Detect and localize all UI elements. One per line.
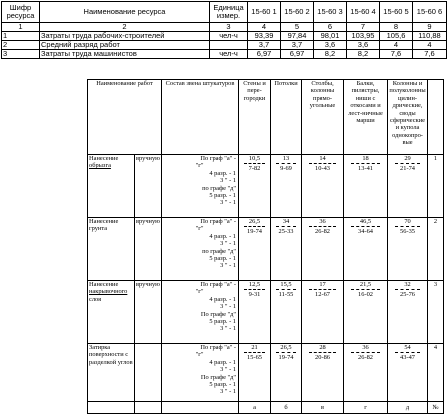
crew-line: 3 " - 1: [220, 240, 237, 248]
col-number: 5: [281, 23, 314, 32]
work-name-text: Нанесение: [89, 155, 119, 162]
work-name-underlined: накрывочного: [89, 288, 128, 296]
norm-price: 11-55: [278, 291, 294, 299]
norm-cell: [344, 218, 388, 281]
norm-price: 12-67: [315, 291, 330, 299]
norm-price: 26-82: [358, 354, 373, 362]
crew-line: 5 разр. - 1: [209, 255, 237, 263]
crew-line: по графе "д": [202, 247, 237, 255]
header-col-4: 15-60 4: [347, 2, 380, 23]
norm-table-footer: [88, 402, 444, 414]
norm-cell: [388, 218, 428, 281]
resource-name: Средний разряд работ: [40, 41, 210, 50]
crew-line: 4 разр. - 1: [209, 232, 237, 240]
resource-value: 4: [413, 41, 447, 50]
header-composition: Состав звена штукатуров: [162, 80, 239, 155]
norm-time: 14: [319, 155, 326, 162]
table-row: [88, 281, 444, 344]
crew-line: 5 разр. - 1: [209, 318, 237, 326]
norm-time: 15,5: [280, 281, 292, 288]
norm-time: 34: [282, 218, 290, 225]
resource-table: [1, 1, 447, 59]
crew-line: 3 " - 1: [220, 262, 237, 270]
norm-cell: [388, 155, 428, 218]
resource-value: 7,6: [413, 50, 447, 59]
footer-letter: д: [388, 402, 428, 414]
header-cylindrical: Колонны и полуколонны цилин-дрические, своды сферические и купола однокопро-вые: [388, 80, 428, 155]
norm-time: 36: [319, 218, 326, 225]
footer-letter: а: [239, 402, 271, 414]
norm-time: 13: [282, 155, 290, 162]
crew-composition: [162, 344, 239, 402]
norm-price: 56-35: [400, 228, 415, 236]
norm-cell: [388, 344, 428, 402]
norm-time: 17: [319, 281, 326, 288]
crew-line: 3 " - 1: [220, 177, 237, 185]
row-index: 1: [428, 155, 444, 218]
resource-code: 3: [2, 50, 40, 59]
norm-price: 25-76: [400, 291, 415, 299]
footer-empty: [135, 402, 162, 414]
col-number: 1: [2, 23, 40, 32]
header-col-5: 15-60 5: [380, 2, 413, 23]
work-name-text: грунта: [89, 225, 108, 233]
header-work: Наименование работ: [88, 80, 162, 155]
resource-unit: чел-ч: [210, 50, 248, 59]
header-columns: Столбы, колонны прямо-угольные: [302, 80, 344, 155]
norm-time: 18: [362, 155, 369, 162]
resource-table-number-row: [2, 23, 447, 32]
table-row: [88, 218, 444, 281]
norm-table: [87, 79, 444, 414]
norm-cell: [271, 155, 302, 218]
resource-value: 6,97: [281, 50, 314, 59]
work-method: вручную: [135, 281, 162, 344]
crew-composition: [162, 155, 239, 218]
norm-price: 19-74: [278, 354, 294, 362]
footer-letter: в: [302, 402, 344, 414]
crew-line: "г": [195, 351, 204, 359]
col-number: 4: [248, 23, 281, 32]
table-row: [88, 344, 444, 402]
header-col-1: 15-60 1: [248, 2, 281, 23]
resource-value: 4: [380, 41, 413, 50]
resource-row: [2, 50, 447, 59]
norm-cell: [271, 218, 302, 281]
norm-table-header: [88, 80, 444, 155]
table-row: [88, 155, 444, 218]
norm-cell: [239, 155, 271, 218]
resource-row: [2, 32, 447, 41]
norm-cell: [302, 281, 344, 344]
norm-price: 16-02: [358, 291, 373, 299]
resource-value: 7,6: [380, 50, 413, 59]
crew-line: 5 разр. - 1: [209, 192, 237, 200]
work-name: [88, 281, 135, 344]
crew-line: 4 разр. - 1: [209, 358, 237, 366]
resource-value: 98,01: [314, 32, 347, 41]
col-number: 9: [413, 23, 447, 32]
resource-value: 97,84: [281, 32, 314, 41]
footer-number-sign: №: [428, 402, 444, 414]
crew-line: 3 " - 1: [220, 303, 237, 311]
crew-line: По графе "д": [200, 373, 237, 381]
norm-price: 20-86: [315, 354, 330, 362]
crew-line: 4 разр. - 1: [209, 169, 237, 177]
resource-name: Затраты труда машинистов: [40, 50, 210, 59]
resource-value: 3,6: [347, 41, 380, 50]
norm-time: 36: [362, 344, 369, 351]
crew-line: По граф "а" -: [200, 344, 237, 351]
resource-row: [2, 41, 447, 50]
crew-line: "г": [195, 288, 204, 296]
norm-cell: [344, 155, 388, 218]
resource-table-header: [2, 2, 447, 23]
footer-empty: [88, 402, 135, 414]
crew-composition: [162, 281, 239, 344]
col-number: 3: [210, 23, 248, 32]
norm-price: 26-82: [315, 228, 330, 236]
crew-line: "г": [195, 225, 204, 233]
norm-time: 26,5: [248, 218, 261, 225]
crew-line: По граф "а" -: [200, 218, 237, 225]
norm-time: 12,5: [248, 281, 261, 288]
work-name-text: Нанесение: [89, 218, 119, 225]
footer-letter: г: [344, 402, 388, 414]
footer-letter: б: [271, 402, 302, 414]
norm-time: 46,5: [359, 218, 372, 225]
norm-cell: [302, 218, 344, 281]
resource-value: 3,7: [248, 41, 281, 50]
crew-line: 3 " - 1: [220, 388, 237, 396]
norm-time: 54: [404, 344, 411, 351]
resource-value: 3,6: [314, 41, 347, 50]
norm-price: 10-43: [315, 165, 330, 173]
resource-value: 3,7: [281, 41, 314, 50]
norm-cell: [239, 344, 271, 402]
work-method: вручную: [135, 218, 162, 281]
norm-time: 29: [404, 155, 411, 162]
norm-price: 25-33: [278, 228, 294, 236]
header-unit: Единица измер.: [210, 2, 248, 23]
col-number: 6: [314, 23, 347, 32]
norm-price: 9-69: [280, 165, 292, 173]
col-number: 2: [40, 23, 210, 32]
header-code: Шифр ресурса: [2, 2, 40, 23]
crew-composition: [162, 218, 239, 281]
norm-time: 21,5: [359, 281, 372, 288]
header-name: Наименование ресурса: [40, 2, 210, 23]
norm-time: 21: [251, 344, 258, 351]
work-name: Затирка поверхности с разделкой углов: [88, 344, 135, 402]
resource-value: 8,2: [314, 50, 347, 59]
resource-code: 1: [2, 32, 40, 41]
norm-price: 19-74: [247, 228, 262, 236]
header-ceilings: Потолки: [271, 80, 302, 155]
header-col-2: 15-60 2: [281, 2, 314, 23]
resource-value: 6,97: [248, 50, 281, 59]
crew-line: По граф "а" -: [200, 281, 237, 288]
crew-line: 3 " - 1: [220, 366, 237, 374]
norm-cell: [388, 281, 428, 344]
resource-code: 2: [2, 41, 40, 50]
norm-time: 70: [404, 218, 411, 225]
norm-price: 21-74: [400, 165, 415, 173]
crew-line: по графе "д": [202, 184, 237, 192]
work-name-text: Нанесение: [89, 281, 119, 288]
crew-line: 3 " - 1: [220, 199, 237, 207]
norm-cell: [239, 281, 271, 344]
work-name-text: слоя: [89, 295, 102, 303]
col-number: 8: [380, 23, 413, 32]
norm-price: 34-64: [358, 228, 373, 236]
work-name: [88, 218, 135, 281]
norm-cell: [302, 155, 344, 218]
resource-value: 93,39: [248, 32, 281, 41]
resource-value: 105,6: [380, 32, 413, 41]
header-col-3: 15-60 3: [314, 2, 347, 23]
crew-line: 4 разр. - 1: [209, 295, 237, 303]
crew-line: "г": [195, 162, 204, 170]
norm-price: 9-31: [248, 291, 261, 299]
norm-cell: [271, 281, 302, 344]
crew-line: 5 разр. - 1: [209, 381, 237, 389]
work-name: [88, 155, 135, 218]
work-name-underlined: обрызга: [89, 162, 111, 170]
col-number: 7: [347, 23, 380, 32]
norm-cell: [302, 344, 344, 402]
resource-value: 103,95: [347, 32, 380, 41]
norm-price: 13-41: [358, 165, 373, 173]
row-index: 2: [428, 218, 444, 281]
norm-cell: [239, 218, 271, 281]
norm-cell: [271, 344, 302, 402]
work-method: [135, 344, 162, 402]
resource-value: 8,2: [347, 50, 380, 59]
row-index: 4: [428, 344, 444, 402]
norm-cell: [344, 281, 388, 344]
norm-cell: [344, 344, 388, 402]
header-col-6: 15-60 6: [413, 2, 447, 23]
resource-unit: [210, 41, 248, 50]
crew-line: 3 " - 1: [220, 325, 237, 333]
resource-value: 110,88: [413, 32, 447, 41]
resource-name: Затраты труда рабочих-строителей: [40, 32, 210, 41]
norm-time: 10,5: [248, 155, 261, 162]
header-beams: Балки, пилястры, ниши с откосами и лест-ничные марши: [344, 80, 388, 155]
norm-price: 43-47: [400, 354, 415, 362]
row-index: 3: [428, 281, 444, 344]
norm-time: 26,5: [280, 344, 292, 351]
norm-price: 15-65: [247, 354, 262, 362]
work-method: вручную: [135, 155, 162, 218]
norm-time: 28: [319, 344, 326, 351]
crew-line: По графе "д": [200, 310, 237, 318]
crew-line: По граф "а" -: [200, 155, 237, 162]
footer-empty: [162, 402, 239, 414]
resource-unit: чел-ч: [210, 32, 248, 41]
norm-price: 7-82: [248, 165, 261, 173]
header-index: [428, 80, 444, 155]
header-walls: Стены и пере-городки: [239, 80, 271, 155]
norm-time: 32: [404, 281, 411, 288]
